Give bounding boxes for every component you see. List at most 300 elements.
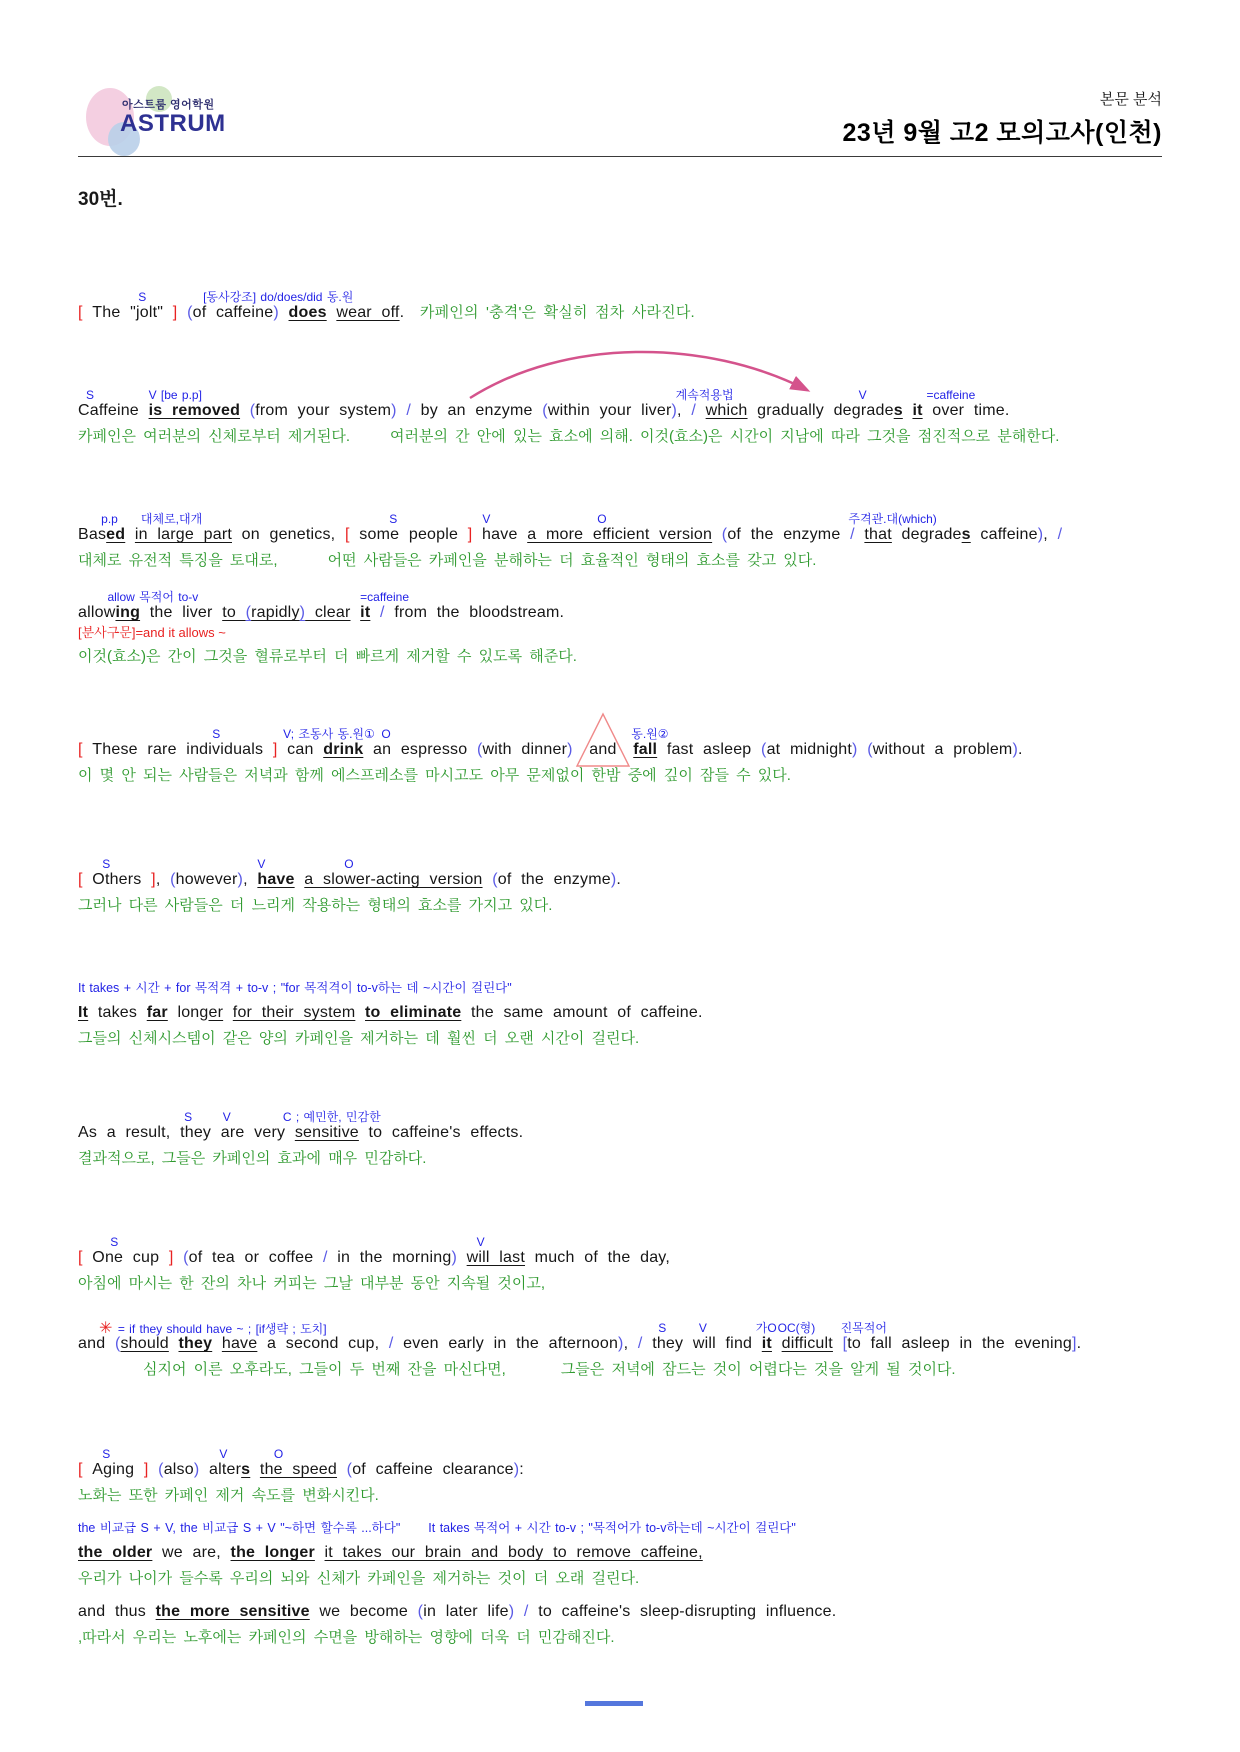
grammar-note-red <box>78 625 1210 641</box>
text-segment: These rare individuals <box>92 741 264 758</box>
grammar-label: ✳ = if they should have ~ ; [if생략 ; 도치] <box>98 1320 327 1337</box>
text-segment: in large part <box>134 526 232 543</box>
annotated-word <box>282 1110 381 1141</box>
spacer <box>400 1531 428 1532</box>
text-segment: a slower-acting version <box>304 871 483 888</box>
text-segment: It takes 목적어 + 시간 to-v ; "목적어가 to-v하는데 ~시간이 걸린다" <box>428 1521 796 1535</box>
text-segment: takes <box>88 1004 147 1021</box>
grammar-label: =caffeine <box>926 388 976 402</box>
text-segment: / <box>406 402 411 419</box>
annotated-word <box>92 857 142 888</box>
text-segment: rapidly <box>251 604 300 621</box>
text-segment: Aging <box>92 1461 135 1478</box>
text-segment: on genetics, <box>232 526 345 543</box>
sentence-line <box>78 1542 1210 1563</box>
annotated-word <box>304 857 483 888</box>
grammar-label: OC(형) <box>777 1321 816 1335</box>
text-segment: / <box>322 1249 328 1266</box>
text-segment: the more sensitive <box>155 1603 310 1620</box>
text-segment: clear <box>305 604 351 621</box>
text-segment: ] <box>458 526 473 543</box>
text-segment: even early in the afternoon <box>393 1335 619 1352</box>
text-segment <box>712 526 722 543</box>
doc-type-label: 본문 분석 <box>1099 91 1162 108</box>
text-segment: ( <box>183 1249 189 1266</box>
text-segment: / <box>1057 526 1063 543</box>
text-segment: which <box>705 402 748 419</box>
text-segment: ) <box>513 1461 520 1478</box>
text-segment: ( <box>187 304 193 321</box>
text-segment: allow <box>78 604 116 621</box>
text-segment <box>355 1004 365 1021</box>
spacer <box>506 1373 561 1374</box>
grammar-label: 가O <box>755 1321 777 1335</box>
annotated-word <box>675 388 748 419</box>
grammar-label: S <box>102 1447 111 1461</box>
text-segment <box>295 871 305 888</box>
text-segment: . <box>1018 741 1023 758</box>
text-segment: ] <box>263 741 288 758</box>
text-segment: ] <box>134 1461 159 1478</box>
annotated-word <box>92 1235 160 1266</box>
grammar-label: p.p <box>101 512 118 526</box>
text-segment: ) <box>610 871 617 888</box>
text-segment: however <box>175 871 238 888</box>
grammar-label: 계속적용법 <box>675 388 734 402</box>
grammar-label: S <box>658 1321 667 1335</box>
question-number: 30번. <box>78 189 123 210</box>
text-segment: sensitive <box>294 1124 359 1141</box>
sentence-line <box>78 1230 1210 1268</box>
text-segment: to caffeine's effects. <box>358 1124 524 1141</box>
sentence-line <box>78 285 1210 323</box>
text-segment: without a problem <box>872 741 1013 758</box>
sentence-line <box>78 585 1210 623</box>
text-segment: . <box>1076 1335 1082 1352</box>
spacer <box>278 564 328 565</box>
text-segment: they <box>178 1335 213 1352</box>
text-segment: ) <box>1037 526 1044 543</box>
grammar-label: S <box>212 727 221 741</box>
doc-title: 23년 9월 고2 모의고사(인천) <box>842 119 1162 147</box>
sentence-line <box>78 1316 1210 1354</box>
text-segment: gradually <box>747 402 834 419</box>
text-segment: [ <box>78 871 93 888</box>
korean-translation <box>78 1273 1210 1294</box>
text-segment: 아침에 마시는 한 잔의 차나 커피는 그날 대부분 동안 지속될 것이고, <box>78 1275 546 1292</box>
annotated-word <box>692 1321 762 1352</box>
grammar-label: S <box>184 1110 193 1124</box>
text-segment: 이 몇 안 되는 사람들은 저녁과 함께 에스프레소를 마시고도 아무 문제없이 한밤 중에 깊이 잠들 수 있다. <box>78 767 791 784</box>
text-segment: to eliminate <box>365 1004 462 1021</box>
text-segment: a second cup, <box>257 1335 389 1352</box>
text-segment: ( <box>867 741 873 758</box>
page-header <box>843 88 1162 149</box>
text-segment: the same amount of caffeine. <box>461 1004 703 1021</box>
text-segment: . <box>616 871 622 888</box>
text-segment: ) <box>671 402 678 419</box>
text-segment: 심지어 이른 오후라도, 그들이 두 번째 잔을 마신다면, <box>143 1361 506 1378</box>
text-segment: long <box>167 1004 209 1021</box>
text-segment: , <box>677 402 692 419</box>
text-segment: of caffeine <box>192 304 274 321</box>
text-segment: ed <box>106 526 126 543</box>
grammar-label: C ; 예민한, 민감한 <box>282 1110 381 1124</box>
text-segment: ] <box>141 871 156 888</box>
grammar-annotation <box>78 1520 1210 1537</box>
grammar-label: V; 조동사 동.원① <box>283 727 375 741</box>
text-segment: ) <box>567 741 573 758</box>
logo-title: ASTRUM <box>120 110 226 137</box>
sentence-block-2 <box>78 383 1210 447</box>
text-segment: should <box>120 1335 169 1352</box>
text-segment: ( <box>158 1461 164 1478</box>
text-segment <box>397 402 407 419</box>
text-segment: have <box>221 1335 258 1352</box>
text-segment <box>223 1004 233 1021</box>
text-segment: 우리가 나이가 들수록 우리의 뇌와 신체가 카페인을 제거하는 것이 더 오래 걸린다. <box>78 1570 640 1587</box>
text-segment: ( <box>170 871 176 888</box>
text-segment: have <box>257 871 295 888</box>
grammar-label: O <box>381 727 391 741</box>
grammar-label: V <box>482 512 491 526</box>
sentence-line <box>78 722 1210 760</box>
grammar-label: S <box>86 388 95 402</box>
annotated-word <box>755 1321 777 1352</box>
text-segment: ) <box>391 402 397 419</box>
sentence-line <box>78 1105 1210 1143</box>
text-segment: , <box>1043 526 1058 543</box>
text-segment: ,따라서 우리는 노후에는 카페인의 수면을 방해하는 영향에 더욱 더 민감해진다. <box>78 1629 615 1646</box>
sentence-block-7 <box>78 1105 1210 1169</box>
text-segment: ( <box>417 1603 424 1620</box>
korean-translation <box>78 646 1210 667</box>
text-segment: s <box>241 1461 251 1478</box>
text-segment: s <box>893 402 903 419</box>
text-segment: ( <box>721 526 728 543</box>
text-segment: ) <box>508 1603 515 1620</box>
text-segment: they <box>652 1335 693 1352</box>
text-segment: with dinner <box>482 741 568 758</box>
text-segment: a more efficient version <box>527 526 713 543</box>
text-segment: drink <box>323 741 364 758</box>
text-segment: much of the day, <box>525 1249 670 1266</box>
annotated-word <box>777 1321 833 1352</box>
text-segment: ] <box>163 304 188 321</box>
text-segment: caffeine <box>970 526 1038 543</box>
text-segment: [ <box>344 526 360 543</box>
text-segment: degrade <box>891 526 962 543</box>
text-segment: Caffeine <box>78 402 149 419</box>
text-segment: ( <box>477 741 483 758</box>
text-segment: 그들은 저녁에 잠드는 것이 어렵다는 것을 알게 될 것이다. <box>560 1361 956 1378</box>
annotated-word <box>220 1110 255 1141</box>
text-segment: [ <box>78 304 93 321</box>
text-segment <box>315 1544 325 1561</box>
text-segment: very <box>254 1124 295 1141</box>
text-segment: 결과적으로, 그들은 카페인의 효과에 매우 민감하다. <box>78 1150 427 1167</box>
text-segment: ( <box>346 1461 353 1478</box>
korean-translation <box>78 550 1210 571</box>
text-segment: ( <box>492 871 498 888</box>
text-segment: it <box>912 402 923 419</box>
grammar-label: S <box>389 512 398 526</box>
text-segment: fast asleep <box>657 741 762 758</box>
text-segment: by an enzyme <box>410 402 543 419</box>
text-segment: ) <box>1012 741 1018 758</box>
text-segment: ( <box>245 604 252 621</box>
annotated-word <box>527 512 713 543</box>
text-segment: far <box>146 1004 168 1021</box>
text-segment: alter <box>199 1461 242 1478</box>
text-segment: er <box>208 1004 224 1021</box>
text-segment: / <box>523 1603 529 1620</box>
text-segment: , <box>623 1335 638 1352</box>
text-segment: [ <box>78 1249 93 1266</box>
sentence-line <box>78 1601 1210 1622</box>
text-segment: ] <box>1071 1335 1077 1352</box>
text-segment: / <box>691 402 696 419</box>
text-segment: ) <box>299 604 306 621</box>
text-segment: to caffeine's sleep-disrupting influence. <box>528 1603 837 1620</box>
sentence-block-8 <box>78 1230 1210 1380</box>
grammar-label: V <box>698 1321 707 1335</box>
text-segment: ) <box>273 304 279 321</box>
grammar-label: V <box>222 1110 231 1124</box>
text-segment: of caffeine clearance <box>352 1461 514 1478</box>
text-segment <box>457 1249 467 1266</box>
text-segment: can <box>287 741 324 758</box>
annotated-word <box>257 857 295 888</box>
text-segment: in the morning <box>327 1249 452 1266</box>
korean-translation <box>78 1627 1210 1648</box>
sentence-block-9 <box>78 1442 1210 1506</box>
text-segment: The "jolt" <box>92 304 164 321</box>
korean-translation <box>78 1485 1210 1506</box>
text-segment: from your system <box>255 402 392 419</box>
annotated-word <box>363 727 477 758</box>
text-segment: ) <box>618 1335 624 1352</box>
text-segment: ) <box>852 741 858 758</box>
text-segment: 여러분의 간 안에 있는 효소에 의해. 이것(효소)은 시간이 지남에 따라 그것을 점진적으로 분해한다. <box>390 428 1060 445</box>
text-segment: of the enzyme <box>497 871 611 888</box>
korean-translation <box>78 1028 1210 1049</box>
text-segment: it <box>761 1335 772 1352</box>
text-segment: at midnight <box>766 741 853 758</box>
text-segment: that <box>864 526 892 543</box>
text-segment: 그들의 신체시스템이 같은 양의 카페인을 제거하는 데 훨씬 더 오랜 시간이 걸린다. <box>78 1030 640 1047</box>
annotated-word <box>840 1321 887 1352</box>
text-segment: it takes our brain and body to remove caffeine, <box>324 1544 703 1561</box>
grammar-label: O <box>597 512 607 526</box>
text-segment: over time. <box>922 402 1010 419</box>
annotated-word <box>652 1321 693 1352</box>
text-segment: will last <box>466 1249 526 1266</box>
text-segment: ing <box>115 604 141 621</box>
grammar-label: 대체로,대개 <box>140 512 203 526</box>
text-segment: ( <box>542 402 548 419</box>
korean-translation <box>78 1359 1210 1380</box>
annotated-word <box>199 1447 242 1478</box>
sentence-line <box>78 1442 1210 1480</box>
text-segment: ] <box>159 1249 184 1266</box>
grammar-label: [동사강조] do/does/did 동.원 <box>203 290 354 304</box>
text-segment <box>858 741 868 758</box>
text-segment <box>903 402 913 419</box>
text-segment: , <box>155 871 171 888</box>
text-segment: [분사구문]=and it allows ~ <box>78 625 226 640</box>
text-segment: [ <box>78 741 93 758</box>
astrum-logo <box>86 86 266 150</box>
text-segment: an espresso <box>363 741 477 758</box>
annotated-word <box>148 388 241 419</box>
grammar-label: 진목적어 <box>840 1321 887 1335</box>
text-segment: and thus <box>78 1603 156 1620</box>
grammar-label: O <box>344 857 354 871</box>
header-divider <box>78 156 1162 157</box>
text-segment: / <box>850 526 855 543</box>
annotated-word <box>360 590 409 621</box>
text-segment: ) <box>451 1249 457 1266</box>
grammar-label: V <box>858 388 867 402</box>
text-segment: 이것(효소)은 간이 그것을 혈류로부터 더 빠르게 제거할 수 있도록 해준다. <box>78 648 577 665</box>
annotated-word <box>631 727 669 758</box>
annotated-word <box>92 1447 135 1478</box>
korean-translation <box>78 895 1210 916</box>
text-segment: have <box>472 526 528 543</box>
sentence-block-4 <box>78 722 1210 786</box>
sentence-block-1 <box>78 285 1210 323</box>
text-segment <box>514 1603 524 1620</box>
text-segment <box>125 526 135 543</box>
text-segment: to <box>222 604 246 621</box>
text-segment <box>573 741 583 758</box>
text-segment: of the enzyme <box>727 526 851 543</box>
text-segment <box>337 1461 347 1478</box>
sentence-line <box>78 507 1210 545</box>
text-segment: from the bloodstream. <box>384 604 565 621</box>
sentence-block-6 <box>78 980 1210 1049</box>
text-segment: it <box>360 604 371 621</box>
text-segment: and <box>78 1335 115 1352</box>
text-segment: we are, <box>152 1544 231 1561</box>
text-segment: they <box>180 1124 221 1141</box>
grammar-label: S <box>138 290 147 304</box>
text-segment: [ <box>842 1335 848 1352</box>
text-segment: the speed <box>259 1461 338 1478</box>
text-segment: Others <box>92 871 142 888</box>
text-segment: It takes + 시간 + for 목적격 + to-v ; "for 목적격이 to-v하는 데 ~시간이 걸린다" <box>78 981 512 995</box>
text-segment: we become <box>309 1603 418 1620</box>
logo-subtitle: 아스트룸 영어학원 <box>122 99 215 111</box>
text-segment: the longer <box>230 1544 315 1561</box>
text-segment: / <box>388 1335 394 1352</box>
text-segment: It <box>78 1004 89 1021</box>
sentence-block-10 <box>78 1520 1210 1648</box>
text-segment: of tea or coffee <box>188 1249 323 1266</box>
text-segment: ( <box>114 1335 121 1352</box>
text-segment: Bas <box>78 526 107 543</box>
sentence-line <box>78 1002 1210 1023</box>
text-segment: ) <box>193 1461 200 1478</box>
grammar-label: V [be p.p] <box>148 388 202 402</box>
text-segment: [ <box>78 1461 93 1478</box>
text-segment: 카페인의 '충격'은 확실히 점차 사라진다. <box>419 304 695 321</box>
text-segment: does <box>288 304 327 321</box>
spacer <box>78 1373 143 1374</box>
text-segment: 대체로 유전적 특징을 토대로, <box>78 552 278 569</box>
text-segment: fall <box>633 741 658 758</box>
korean-translation <box>78 1148 1210 1169</box>
annotated-word <box>92 290 164 321</box>
text-segment: As a result, <box>78 1124 181 1141</box>
korean-translation <box>78 765 1210 786</box>
text-segment <box>250 1461 260 1478</box>
text-segment: within your liver <box>547 402 672 419</box>
sentence-line <box>78 852 1210 890</box>
grammar-label: =caffeine <box>360 590 409 604</box>
grammar-label: 주격관.대(which) <box>848 512 937 526</box>
annotated-word <box>833 388 894 419</box>
text-segment: is removed <box>148 402 241 419</box>
text-segment: 카페인은 여러분의 신체로부터 제거된다. <box>78 428 351 445</box>
sentence-line <box>78 383 1210 421</box>
grammar-label: V <box>257 857 266 871</box>
korean-translation <box>78 426 1210 447</box>
text-segment: 어떤 사람들은 카페인을 분해하는 더 효율적인 형태의 효소를 갖고 있다. <box>327 552 817 569</box>
text-segment: the 비교급 S + V, the 비교급 S + V "~하면 할수록 ...하다" <box>78 1521 401 1535</box>
text-segment: in later life <box>423 1603 509 1620</box>
text-segment: some people <box>359 526 459 543</box>
text-segment <box>483 871 493 888</box>
text-segment: ( <box>249 402 256 419</box>
text-segment: difficult <box>781 1335 833 1352</box>
text-segment: 그러나 다른 사람들은 더 느리게 작용하는 형태의 효소를 가지고 있다. <box>78 897 553 914</box>
text-segment: . <box>399 304 414 321</box>
text-segment: wear off <box>336 304 400 321</box>
sentence-block-3 <box>78 507 1210 667</box>
grammar-label: allow 목적어 to-v <box>107 590 199 604</box>
grammar-label: V <box>219 1447 228 1461</box>
annotated-word <box>472 512 528 543</box>
sentence-block-5 <box>78 852 1210 916</box>
text-segment: , <box>243 871 258 888</box>
text-segment: the older <box>78 1544 153 1561</box>
spacer <box>350 440 390 441</box>
text-segment: ( <box>761 741 767 758</box>
text-segment <box>351 604 361 621</box>
text-segment: : <box>519 1461 524 1478</box>
annotated-word <box>78 388 149 419</box>
text-segment: to fall asleep in the evening <box>847 1335 1072 1352</box>
text-segment: will find <box>692 1335 762 1352</box>
triangle-marked-word: and <box>582 739 623 760</box>
text-segment: s <box>961 526 971 543</box>
text-segment: are <box>220 1124 255 1141</box>
page-footer-mark <box>585 1701 643 1706</box>
annotated-word <box>259 1447 338 1478</box>
annotated-word <box>92 727 264 758</box>
annotated-word <box>359 512 459 543</box>
annotated-word <box>101 512 126 543</box>
annotated-word <box>466 1235 526 1266</box>
grammar-label: 동.원② <box>631 727 669 741</box>
grammar-label: O <box>273 1447 284 1461</box>
grammar-label: V <box>476 1235 485 1249</box>
text-segment <box>240 402 250 419</box>
annotated-word <box>134 512 232 543</box>
text-segment <box>643 1335 653 1352</box>
